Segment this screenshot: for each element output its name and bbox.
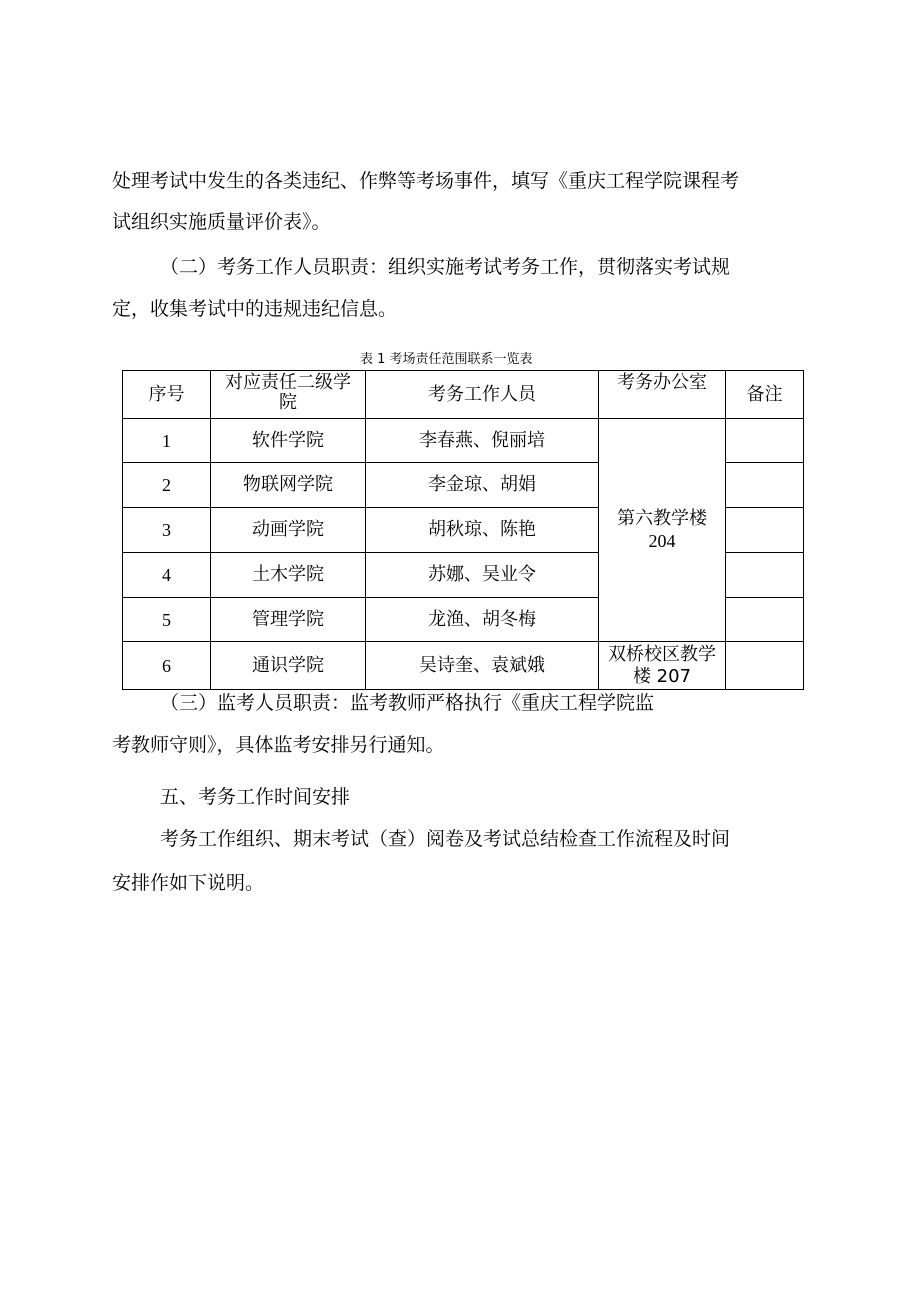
row-seq: 3 (123, 508, 211, 553)
row-college: 动画学院 (211, 508, 366, 553)
paragraph-2-line-1: （二）考务工作人员职责：组织实施考试考务工作，贯彻落实考试规 (160, 256, 731, 278)
paragraph-1-line-2: 试组织实施质量评价表》。 (112, 211, 331, 233)
row-staff: 苏娜、吴业令 (366, 553, 599, 598)
header-remark: 备注 (726, 371, 804, 419)
row-staff: 吴诗奎、袁斌娥 (366, 642, 599, 690)
header-staff: 考务工作人员 (366, 371, 599, 419)
office-cell-main (599, 419, 726, 642)
row-remark (726, 419, 804, 463)
row-staff: 李春燕、倪丽培 (366, 419, 599, 463)
table-header-row (123, 371, 804, 419)
row-remark (726, 508, 804, 553)
paragraph-2-line-2: 定，收集考试中的违规违纪信息。 (112, 298, 398, 320)
row-college: 通识学院 (211, 642, 366, 690)
header-seq: 序号 (123, 371, 211, 419)
office-row6-line-1: 双桥校区教学 (608, 643, 716, 665)
paragraph-5-line-1: 考务工作组织、期末考试（查）阅卷及考试总结检查工作流程及时间 (160, 828, 731, 850)
paragraph-1-line-1: 处理考试中发生的各类违纪、作弊等考场事件，填写《重庆工程学院课程考 (112, 170, 740, 192)
responsibility-table (122, 370, 804, 690)
header-office: 考务办公室 (599, 371, 726, 419)
row-remark (726, 553, 804, 598)
row-staff: 李金琼、胡娟 (366, 463, 599, 508)
table-row (123, 642, 804, 690)
table-caption: 表 1 考场责任范围联系一览表 (360, 352, 533, 367)
paragraph-3-line-1: （三）监考人员职责：监考教师严格执行《重庆工程学院监 (160, 692, 655, 714)
row-college: 软件学院 (211, 419, 366, 463)
row-seq: 4 (123, 553, 211, 598)
row-college: 管理学院 (211, 598, 366, 642)
office-main-line-1: 第六教学楼 (617, 507, 707, 529)
row-remark (726, 642, 804, 690)
row-seq: 5 (123, 598, 211, 642)
office-main-line-2: 204 (648, 530, 676, 551)
row-seq: 1 (123, 419, 211, 463)
office-cell-row6 (599, 642, 726, 690)
row-remark (726, 598, 804, 642)
header-college-line-2: 院 (279, 392, 297, 413)
row-staff: 胡秋琼、陈艳 (366, 508, 599, 553)
row-seq: 2 (123, 463, 211, 508)
paragraph-5-line-2: 安排作如下说明。 (112, 872, 265, 894)
section-5-heading: 五、考务工作时间安排 (160, 786, 351, 808)
table-row (123, 419, 804, 463)
row-remark (726, 463, 804, 508)
office-row6-line-2: 楼 207 (632, 665, 692, 687)
header-college-line-1: 对应责任二级学 (225, 372, 351, 393)
row-seq: 6 (123, 642, 211, 690)
paragraph-3-line-2: 考教师守则》，具体监考安排另行通知。 (112, 734, 445, 756)
row-college: 物联网学院 (211, 463, 366, 508)
header-college (211, 371, 366, 419)
row-college: 土木学院 (211, 553, 366, 598)
row-staff: 龙渔、胡冬梅 (366, 598, 599, 642)
